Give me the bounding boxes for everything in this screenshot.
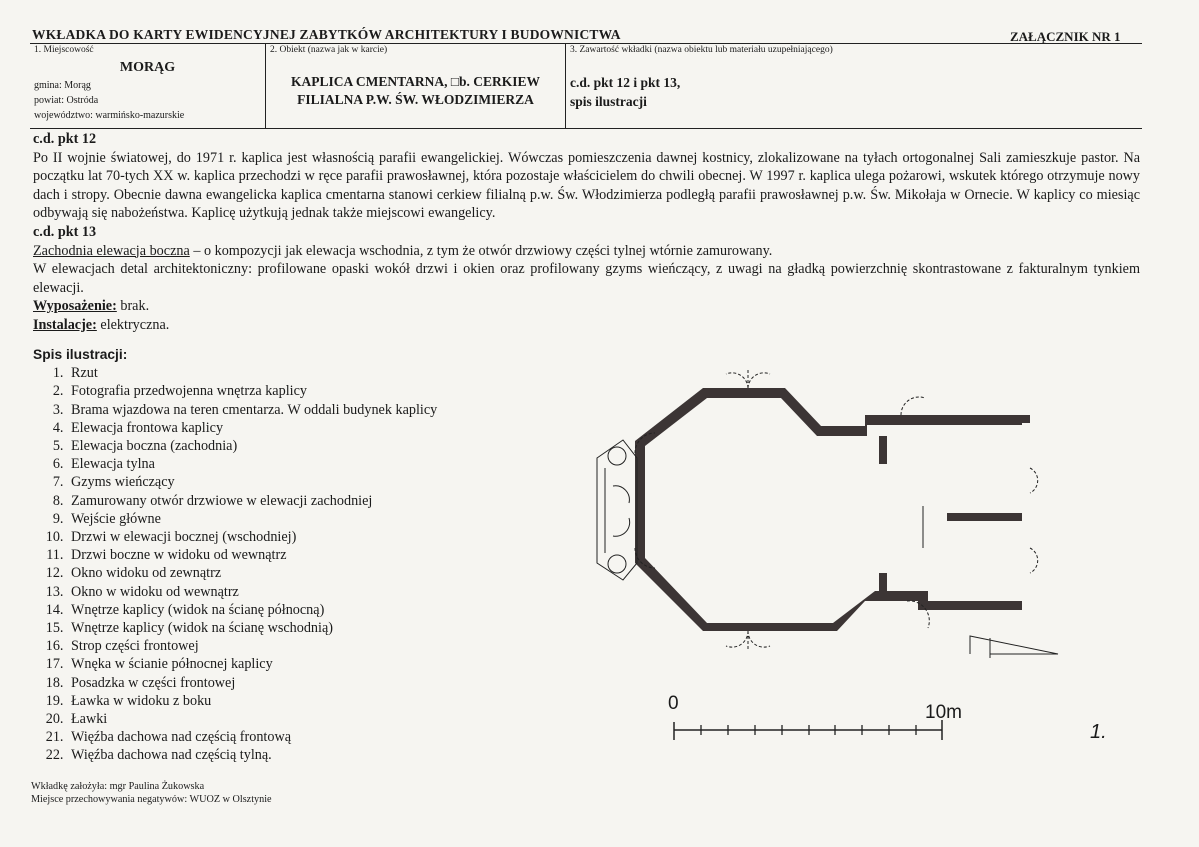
illustration-item: 15. Wnętrze kaplicy (widok na ścianę wschodnią): [67, 619, 437, 637]
illustration-item: 2. Fotografia przedwojenna wnętrza kaplicy: [67, 382, 437, 400]
powiat: powiat: Ostróda: [34, 95, 99, 106]
body-text: [33, 130, 1140, 335]
door-swing-bottom: [726, 631, 770, 651]
illustration-item: 19. Ławka w widoku z boku: [67, 692, 437, 710]
west-elevation-label: Zachodnia elewacja boczna: [33, 242, 190, 259]
wojewodztwo: województwo: warmińsko-mazurskie: [34, 110, 185, 121]
negatives-line: Miejsce przechowywania negatywów: WUOZ w Olsztynie: [31, 794, 272, 805]
west-elevation-paragraph: [33, 242, 1140, 261]
illustration-item: 17. Wnęka w ścianie północnej kaplicy: [67, 655, 437, 673]
object-cell: [266, 43, 566, 128]
porch-column-south: [608, 555, 626, 573]
equipment-value: brak.: [116, 298, 150, 315]
partition-wall-right: [947, 513, 1022, 521]
door-swing-top: [726, 368, 770, 388]
location-label: 1. Miejscowość: [34, 45, 94, 55]
document-title: WKŁADKA DO KARTY EWIDENCYJNEJ ZABYTKÓW ARCHITEKTURY I BUDOWNICTWA: [32, 27, 621, 42]
info-table: [30, 43, 1142, 129]
plan-walls: [597, 368, 1058, 658]
wall-outline: [635, 388, 1030, 631]
annex-number: ZAŁĄCZNIK NR 1: [1010, 29, 1121, 44]
illustration-item: 10. Drzwi w elewacji bocznej (wschodniej): [67, 528, 437, 546]
illustration-item: 21. Więźba dachowa nad częścią frontową: [67, 728, 437, 746]
scale-end-label: 10m: [925, 702, 962, 723]
location-cell: [30, 43, 266, 128]
illustration-item: 6. Elewacja tylna: [67, 455, 437, 473]
illustration-item: 5. Elewacja boczna (zachodnia): [67, 437, 437, 455]
illustration-item: 18. Posadzka w części frontowej: [67, 674, 437, 692]
equipment-label: Wyposażenie:: [33, 298, 117, 315]
contents-cell: [566, 43, 1142, 128]
contents-line-1: c.d. pkt 12 i pkt 13,: [570, 75, 681, 90]
detail-paragraph: W elewacjach detal architektoniczny: profilowane opaski wokół drzwi i okien oraz profilowany gzyms wieńczący, z uwagi na gładką powierzchnię skontrastowane z fakturalnym tynkiem elewacji.: [33, 261, 1140, 296]
installations-value: elektryczna.: [96, 316, 170, 333]
illustration-item: 1. Rzut: [67, 364, 437, 382]
gmina: gmina: Morąg: [34, 80, 91, 91]
door-swing-ne: [901, 397, 925, 415]
floor-plan-drawing: [585, 358, 1065, 658]
porch-steps: [605, 468, 630, 553]
footer: [31, 780, 272, 806]
author-line: Wkładkę założyła: mgr Paulina Żukowska: [31, 781, 205, 792]
illustration-item: 13. Okno w widoku od wewnątrz: [67, 583, 437, 601]
contents-label: 3. Zawartość wkładki (nazwa obiektu lub materiału uzupełniającego): [570, 45, 833, 55]
west-elevation-text: – o kompozycji jak elewacja wschodnia, z tym że otwór drzwiowy części tylnej wtórnie zamurowany.: [189, 242, 773, 259]
figure-number: 1.: [1090, 721, 1107, 743]
illustration-item: 12. Okno widoku od zewnątrz: [67, 564, 437, 582]
illustration-list: [33, 346, 437, 765]
illustration-item: 8. Zamurowany otwór drzwiowe w elewacji zachodniej: [67, 492, 437, 510]
illustration-item: 11. Drzwi boczne w widoku od wewnątrz: [67, 546, 437, 564]
window-swing-east: [1030, 468, 1038, 573]
partition-wall-lower: [879, 573, 887, 601]
illustration-item: 3. Brama wjazdowa na teren cmentarza. W oddali budynek kaplicy: [67, 401, 437, 419]
illustration-item: 7. Gzyms wieńczący: [67, 473, 437, 491]
contents-line-2: spis ilustracji: [570, 94, 647, 109]
illustration-item: 9. Wejście główne: [67, 510, 437, 528]
illustration-list-heading: Spis ilustracji:: [33, 347, 128, 362]
north-arrow: [970, 636, 1058, 658]
entrance-porch: [597, 440, 637, 580]
illustration-item: 20. Ławki: [67, 710, 437, 728]
illustration-item: 22. Więźba dachowa nad częścią tylną.: [67, 746, 437, 764]
equipment-line: [33, 297, 1140, 316]
scale-start-label: 0: [668, 693, 679, 714]
illustration-item: 14. Wnętrze kaplicy (widok na ścianę północną): [67, 601, 437, 619]
scale-bar-graphic: [670, 718, 950, 744]
place-name: MORĄG: [119, 60, 176, 75]
illustration-item: 4. Elewacja frontowa kaplicy: [67, 419, 437, 437]
pkt13-heading: c.d. pkt 13: [33, 223, 97, 240]
pkt12-heading: c.d. pkt 12: [33, 131, 97, 147]
partition-wall-upper: [879, 436, 887, 464]
illustration-item: 16. Strop części frontowej: [67, 637, 437, 655]
illustration-items: [33, 364, 437, 764]
installations-line: [33, 316, 1140, 335]
object-label: 2. Obiekt (nazwa jak w karcie): [270, 45, 388, 55]
pkt12-paragraph: Po II wojnie światowej, do 1971 r. kaplica jest własnością parafii ewangelickiej. Wówczas pomieszczenia dawnej kostnicy, zlokalizowane na tyłach ortogonalnej Sali zamieszkuje pastor. Na początku lat 70-tych XX w. kaplica przechodzi w ręce parafii prawosławnej, która pozostaje właścicielem do chwili obecnej. W 1997 r. kaplica ulega pożarowi, wskutek którego otrzymuje nowy dach i stropy. Obecnie dawna ewangelicka kaplica cmentarna stanowi cerkiew filialną p.w. Św. Włodzimierza podległą parafii prawosławnej p.w. Św. Mikołaja w Ornecie. W kaplicy co miesiąc odbywają się nabożeństwa. Kaplicę użytkują jednak także miejscowi ewangelicy.: [33, 149, 1140, 222]
object-name: KAPLICA CMENTARNA, □b. CERKIEW FILIALNA P.W. ŚW. WŁODZIMIERZA: [290, 74, 541, 107]
installations-label: Instalacje:: [33, 316, 97, 333]
porch-column-north: [608, 447, 626, 465]
